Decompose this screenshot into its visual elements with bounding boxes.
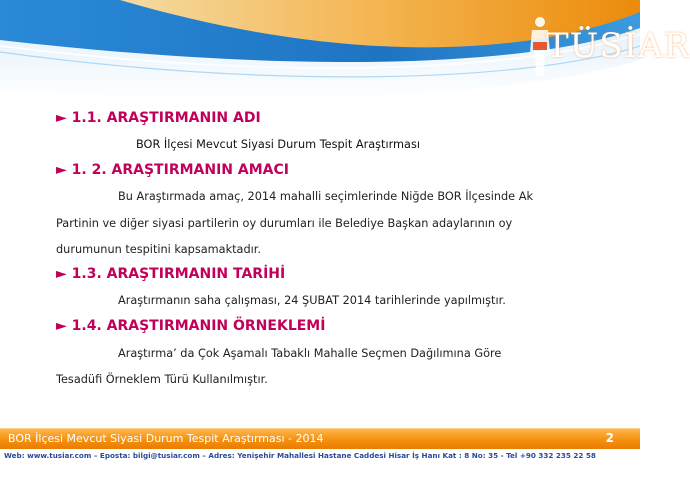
section-title: 1.3. ARAŞTIRMANIN TARİHİ bbox=[71, 266, 286, 282]
section-title: 1. 2. ARAŞTIRMANIN AMACI bbox=[71, 162, 289, 178]
purpose-line-2: Partinin ve diğer siyasi partilerin oy durumları ile Belediye Başkan adaylarının oy bbox=[56, 217, 513, 230]
page-number: 2 bbox=[605, 431, 614, 445]
section-title: 1.4. ARAŞTIRMANIN ÖRNEKLEMİ bbox=[71, 318, 326, 334]
section-heading-sample bbox=[56, 318, 325, 334]
research-name-text: BOR İlçesi Mevcut Siyasi Durum Tespit Araştırması bbox=[136, 138, 420, 151]
date-text: Araştırmanın saha çalışması, 24 ŞUBAT 2014 tarihlerinde yapılmıştır. bbox=[118, 294, 506, 307]
arrow-icon: ► bbox=[56, 266, 67, 282]
footer-title: BOR İlçesi Mevcut Siyasi Durum Tespit Araştırması - 2014 bbox=[8, 432, 324, 445]
logo-text: TÜSİAR bbox=[546, 26, 690, 66]
arrow-icon: ► bbox=[56, 318, 67, 334]
sample-line-2: Tesadüfi Örneklem Türü Kullanılmıştır. bbox=[56, 373, 268, 386]
arrow-icon: ► bbox=[56, 162, 67, 178]
contact-info: Web: www.tusiar.com – Eposta: bilgi@tusiar.com – Adres: Yenişehir Mahallesi Hastane Caddesi Hisar İş Hanı Kat : 8 No: 35 - Tel +90 332 235 22 58 bbox=[4, 451, 596, 460]
section-heading-name bbox=[56, 110, 261, 126]
sample-line-1: Araştırma’ da Çok Aşamalı Tabaklı Mahalle Seçmen Dağılımına Göre bbox=[118, 347, 502, 360]
section-title: 1.1. ARAŞTIRMANIN ADI bbox=[71, 110, 261, 126]
footer-bar bbox=[0, 428, 640, 449]
tusiar-logo bbox=[526, 14, 690, 78]
arrow-icon: ► bbox=[56, 110, 67, 126]
section-heading-purpose bbox=[56, 162, 289, 178]
purpose-line-3: durumunun tespitini kapsamaktadır. bbox=[56, 243, 261, 256]
purpose-line-1: Bu Araştırmada amaç, 2014 mahalli seçimlerinde Niğde BOR İlçesinde Ak bbox=[118, 190, 533, 203]
section-heading-date bbox=[56, 266, 285, 282]
